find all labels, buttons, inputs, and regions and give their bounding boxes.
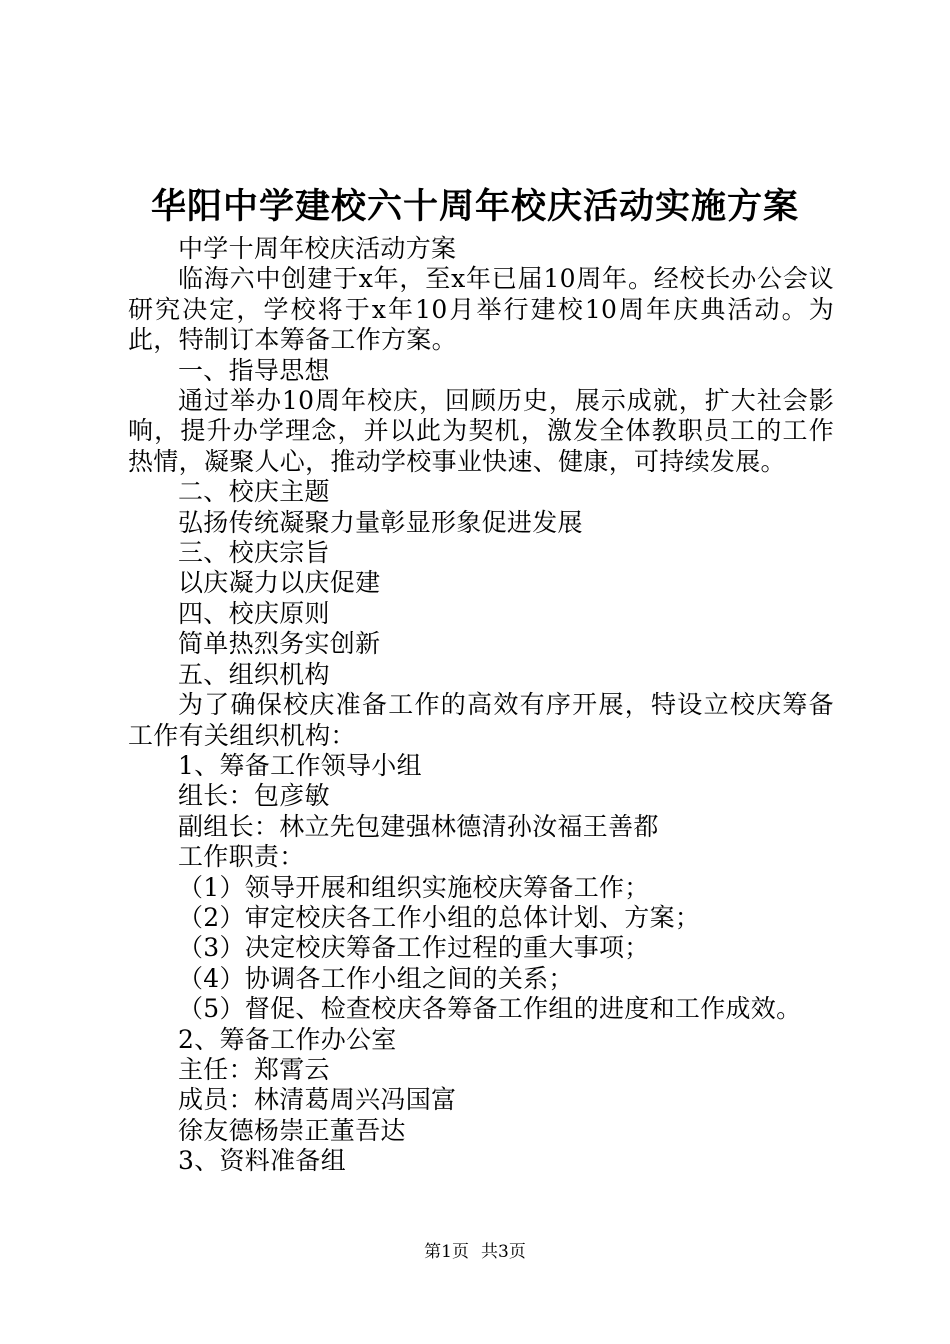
paragraph-organization: 为了确保校庆准备工作的高效有序开展，特设立校庆筹备工作有关组织机构： xyxy=(128,690,834,750)
document-body xyxy=(128,234,834,1177)
paragraph-office-director: 主任：郑霄云 xyxy=(178,1054,330,1084)
document-title: 华阳中学建校六十周年校庆活动实施方案 xyxy=(150,186,799,227)
paragraph-office-members-cont: 徐友德杨崇正董吾达 xyxy=(178,1115,406,1145)
paragraph-leader: 组长：包彦敏 xyxy=(178,781,330,811)
page-footer xyxy=(0,1240,950,1264)
paragraph-intro: 临海六中创建于x年，至x年已届10周年。经校长办公会议研究决定，学校将于x年10月举行建校10周年庆典活动。为此，特制订本筹备工作方案。 xyxy=(128,264,834,355)
list-item-duty: （1）领导开展和组织实施校庆筹备工作； xyxy=(178,872,650,902)
paragraph-duties-heading: 工作职责： xyxy=(178,842,305,872)
paragraph-purpose: 以庆凝力以庆促建 xyxy=(178,568,381,598)
heading-materials-group: 3、资料准备组 xyxy=(178,1146,347,1176)
heading-principles: 四、校庆原则 xyxy=(178,598,330,628)
heading-guiding-thought: 一、指导思想 xyxy=(178,355,330,385)
list-item-duty: （5）督促、检查校庆各筹备工作组的进度和工作成效。 xyxy=(178,994,802,1024)
paragraph-guiding-thought: 通过举办10周年校庆，回顾历史，展示成就，扩大社会影响，提升办学理念，并以此为契机，激发全体教职员工的工作热情，凝聚人心，推动学校事业快速、健康，可持续发展。 xyxy=(128,386,834,476)
heading-theme: 二、校庆主题 xyxy=(178,477,330,507)
heading-organization: 五、组织机构 xyxy=(178,659,330,689)
page-total: 共3页 xyxy=(481,1242,526,1262)
paragraph-theme: 弘扬传统凝聚力量彰显形象促进发展 xyxy=(178,507,583,537)
page-number: 第1页 xyxy=(424,1242,469,1262)
heading-leadership-group: 1、筹备工作领导小组 xyxy=(178,750,422,780)
paragraph-deputy-leaders: 副组长：林立先包建强林德清孙汝福王善都 xyxy=(178,811,659,841)
paragraph-subtitle: 中学十周年校庆活动方案 xyxy=(178,234,457,263)
paragraph-principles: 简单热烈务实创新 xyxy=(178,629,381,659)
paragraph-office-members: 成员：林清葛周兴冯国富 xyxy=(178,1085,457,1115)
list-item-duty: （3）决定校庆筹备工作过程的重大事项； xyxy=(178,933,650,963)
heading-office: 2、筹备工作办公室 xyxy=(178,1024,397,1054)
list-item-duty: （4）协调各工作小组之间的关系； xyxy=(178,963,574,993)
heading-purpose: 三、校庆宗旨 xyxy=(178,538,330,568)
list-item-duty: （2）审定校庆各工作小组的总体计划、方案； xyxy=(178,902,701,932)
